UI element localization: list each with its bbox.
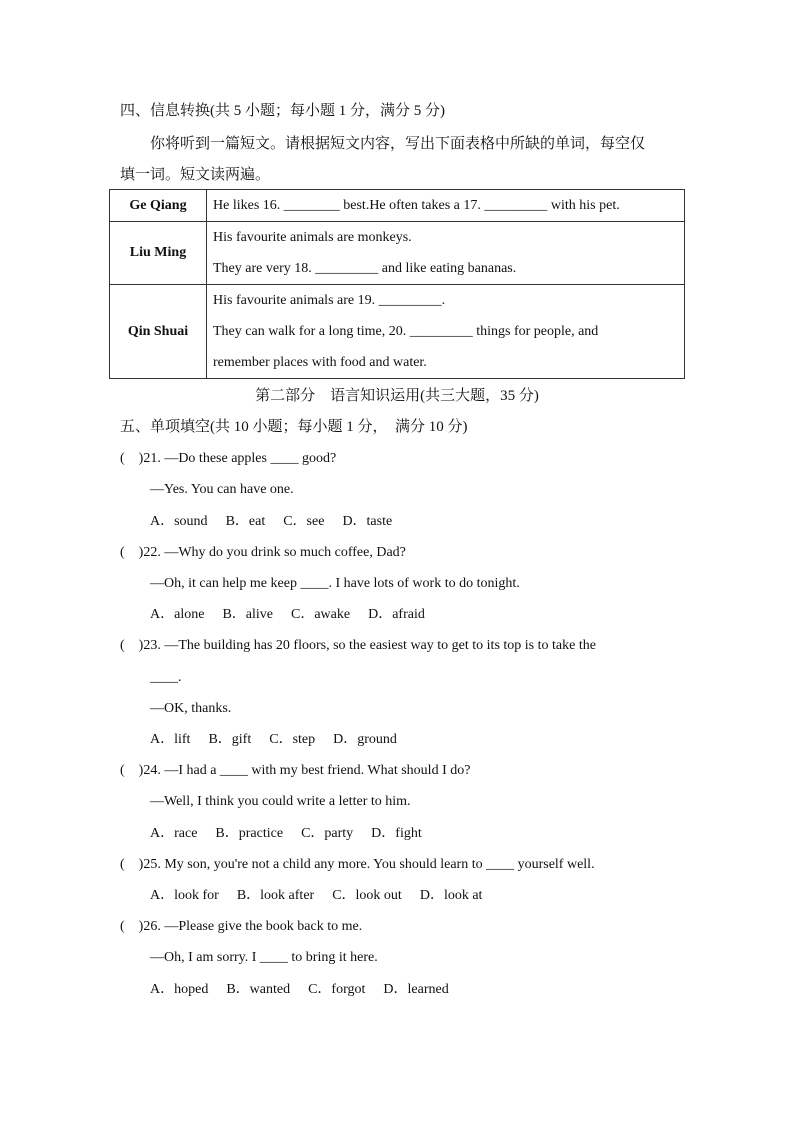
question-24-reply: —Well, I think you could write a letter to him. [150, 794, 411, 809]
info-line: They can walk for a long time, 20. _________ things for people, and [213, 324, 599, 339]
info-line: His favourite animals are 19. _________. [213, 293, 446, 308]
option-c: C．forgot [308, 982, 366, 997]
info-line: remember places with food and water. [213, 355, 427, 370]
question-21-reply: —Yes. You can have one. [150, 482, 294, 497]
option-c: C．see [283, 514, 325, 529]
option-a: A．lift [150, 732, 191, 747]
info-table [109, 189, 685, 379]
option-c: C．step [269, 732, 316, 747]
question-24-stem: ( )24. —I had a ____ with my best friend. What should I do? [120, 763, 471, 778]
question-25-stem: ( )25. My son, you're not a child any more. You should learn to ____ yourself well. [120, 857, 595, 872]
option-c: C．look out [332, 888, 402, 903]
question-25-options [150, 887, 500, 905]
student-name: Ge Qiang [110, 190, 207, 222]
option-d: D．taste [342, 514, 393, 529]
option-d: D．learned [383, 982, 449, 997]
question-21-stem: ( )21. —Do these apples ____ good? [120, 451, 337, 466]
option-a: A．look for [150, 888, 219, 903]
section4-title: 四、信息转换(共 5 小题；每小题 1 分，满分 5 分) [120, 103, 445, 119]
table-row [110, 190, 685, 222]
option-b: B．practice [215, 826, 284, 841]
option-b: B．look after [236, 888, 315, 903]
question-23-reply: —OK, thanks. [150, 701, 232, 716]
question-23-options [150, 731, 415, 749]
option-c: C．awake [290, 607, 351, 622]
question-21-options [150, 513, 410, 531]
student-name: Liu Ming [110, 222, 207, 285]
question-26-stem: ( )26. —Please give the book back to me. [120, 919, 363, 934]
question-26-reply: —Oh, I am sorry. I ____ to bring it here. [150, 950, 378, 965]
question-22-reply: —Oh, it can help me keep ____. I have lots of work to do tonight. [150, 576, 520, 591]
option-b: B．wanted [226, 982, 291, 997]
info-line: His favourite animals are monkeys. [213, 230, 412, 245]
question-24-options [150, 825, 440, 843]
table-row [110, 285, 685, 379]
info-line: He likes 16. ________ best.He often takes a 17. _________ with his pet. [213, 198, 620, 213]
section5-title: 五、单项填空(共 10 小题；每小题 1 分， 满分 10 分) [120, 419, 468, 435]
option-d: D．look at [419, 888, 483, 903]
info-cell [207, 222, 685, 285]
question-23-stem-continued: ____. [150, 670, 182, 685]
option-c: C．party [301, 826, 354, 841]
info-line: They are very 18. _________ and like eating bananas. [213, 261, 517, 276]
question-23-stem: ( )23. —The building has 20 floors, so the easiest way to get to its top is to take the [120, 638, 596, 653]
question-26-options [150, 981, 467, 999]
section4-intro-line2: 填一词。短文读两遍。 [120, 167, 271, 183]
info-cell [207, 285, 685, 379]
option-a: A．sound [150, 514, 208, 529]
option-a: A．alone [150, 607, 205, 622]
option-b: B．alive [222, 607, 273, 622]
student-name: Qin Shuai [110, 285, 207, 379]
option-b: B．gift [208, 732, 252, 747]
option-a: A．hoped [150, 982, 209, 997]
option-d: D．fight [371, 826, 422, 841]
section4-intro-line1: 你将听到一篇短文。请根据短文内容，写出下面表格中所缺的单词，每空仅 [150, 136, 646, 152]
option-b: B．eat [225, 514, 266, 529]
option-d: D．ground [333, 732, 397, 747]
table-row [110, 222, 685, 285]
question-22-options [150, 606, 443, 624]
part2-title: 第二部分 语言知识运用(共三大题，35 分) [255, 388, 539, 404]
option-d: D．afraid [368, 607, 425, 622]
info-cell [207, 190, 685, 222]
question-22-stem: ( )22. —Why do you drink so much coffee, Dad? [120, 545, 406, 560]
option-a: A．race [150, 826, 198, 841]
